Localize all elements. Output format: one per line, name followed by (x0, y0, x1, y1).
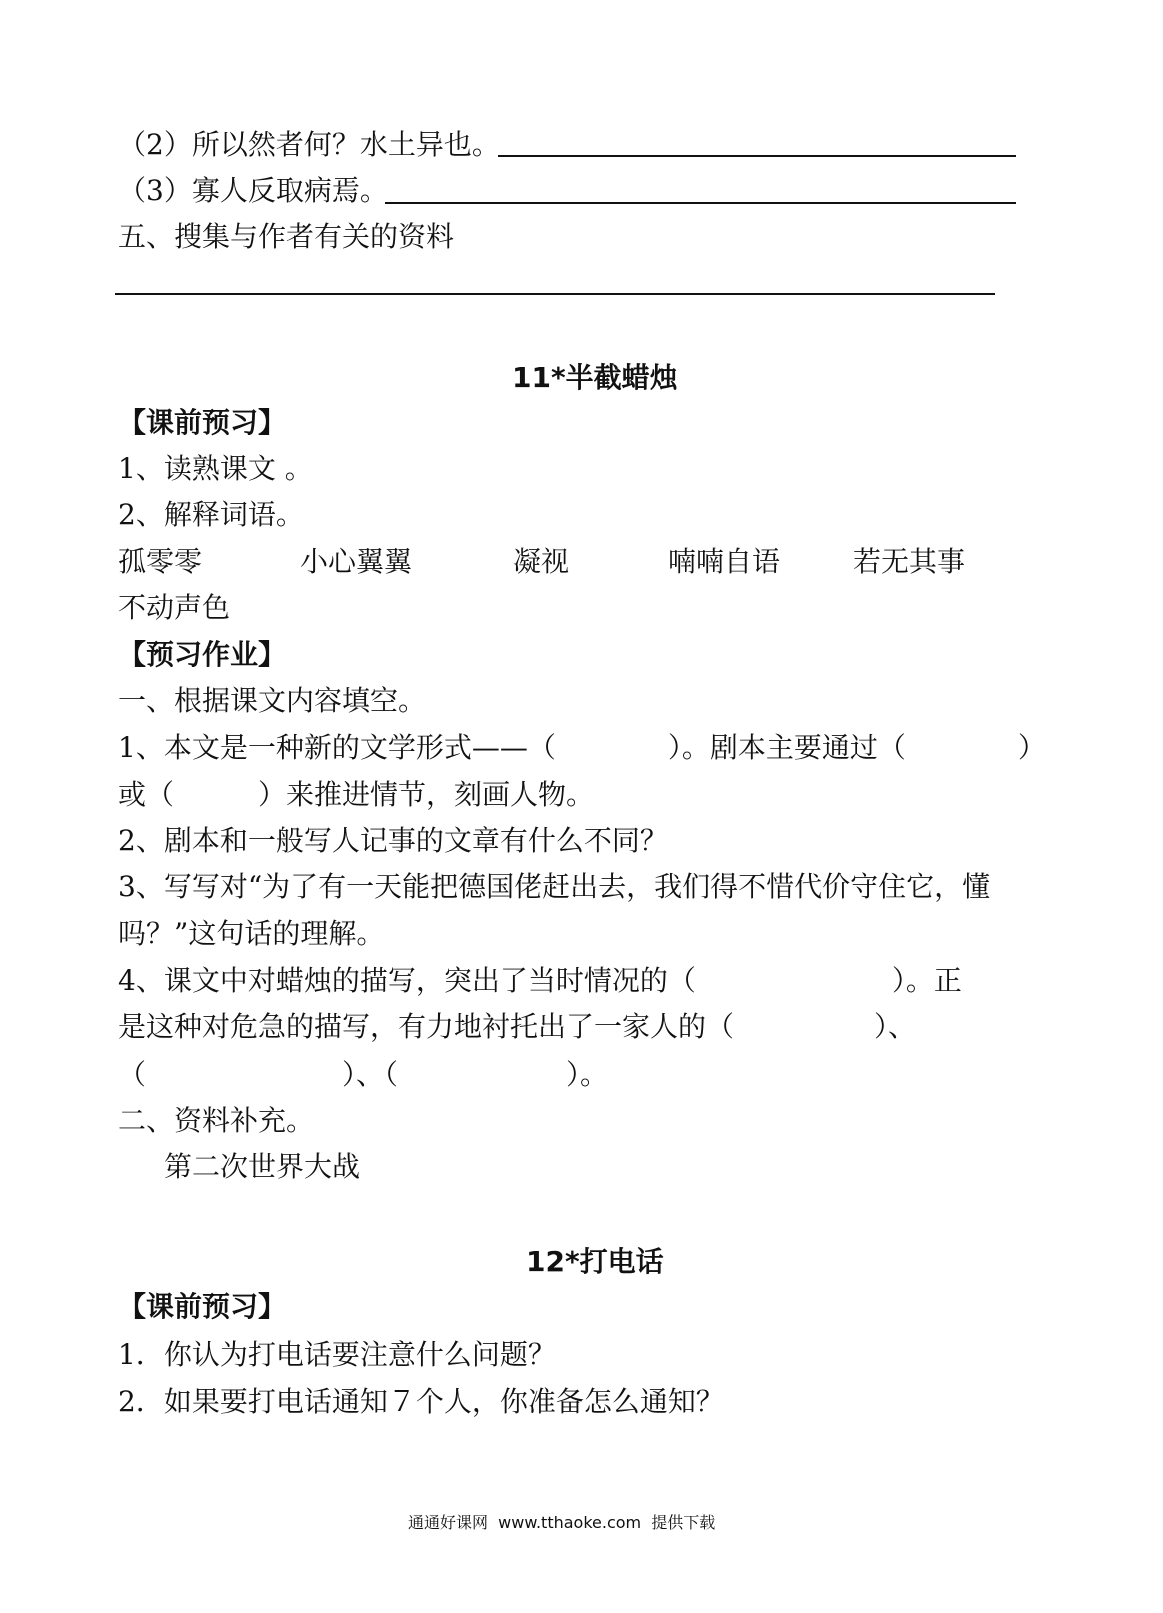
homework-4-line-a: 4、课文中对蜡烛的描写，突出了当时情况的（ ）。正 (118, 964, 962, 997)
homework-4-line-c: （ ）、（ ）。 (118, 1058, 609, 1091)
vocab-word: 若无其事 (853, 545, 966, 578)
lesson-11-preview-heading: 【课前预习】 (118, 406, 287, 439)
vocab-word: 不动声色 (118, 591, 231, 624)
section-1-heading: 一、根据课文内容填空。 (118, 684, 427, 717)
lesson-12-title: 12*打电话 (526, 1245, 664, 1278)
vocab-word: 小心翼翼 (300, 545, 413, 578)
lesson-12-preview-item-2: 2．如果要打电话通知７个人，你准备怎么通知？ (118, 1385, 724, 1418)
page-footer: 通通好课网 www.tthaoke.com 提供下载 (408, 1513, 716, 1532)
question-2: （2）所以然者何？水土异也。 (118, 128, 500, 161)
lesson-11-homework-heading: 【预习作业】 (118, 638, 287, 671)
homework-1-line-b: 或（ ）来推进情节，刻画人物。 (118, 778, 595, 811)
lesson-12-preview-heading: 【课前预习】 (118, 1290, 287, 1323)
answer-line-5 (115, 293, 995, 295)
supplement-topic: 第二次世界大战 (164, 1150, 361, 1183)
vocab-word: 凝视 (513, 545, 570, 578)
answer-line-3 (385, 202, 1016, 204)
lesson-11-title: 11*半截蜡烛 (512, 361, 678, 394)
homework-4-line-b: 是这种对危急的描写，有力地衬托出了一家人的（ ）、 (118, 1010, 917, 1043)
section-2-heading: 二、资料补充。 (118, 1104, 315, 1137)
question-5: 五、搜集与作者有关的资料 (118, 220, 455, 253)
lesson-12-preview-item-1: 1．你认为打电话要注意什么问题？ (118, 1338, 556, 1371)
lesson-11-preview-item-2: 2、解释词语。 (118, 498, 304, 531)
homework-1-line-a: 1、本文是一种新的文学形式——（ ）。剧本主要通过（ ） (118, 731, 1046, 764)
lesson-11-preview-item-1: 1、读熟课文 。 (118, 452, 313, 485)
homework-2: 2、剧本和一般写人记事的文章有什么不同？ (118, 824, 668, 857)
vocab-word: 喃喃自语 (668, 545, 781, 578)
vocab-word: 孤零零 (118, 545, 203, 578)
homework-3-line-a: 3、写写对“为了有一天能把德国佬赶出去，我们得不惜代价守住它，懂 (118, 870, 991, 903)
homework-3-line-b: 吗？”这句话的理解。 (118, 917, 385, 950)
answer-line-2 (498, 155, 1016, 157)
question-3: （3）寡人反取病焉。 (118, 174, 388, 207)
